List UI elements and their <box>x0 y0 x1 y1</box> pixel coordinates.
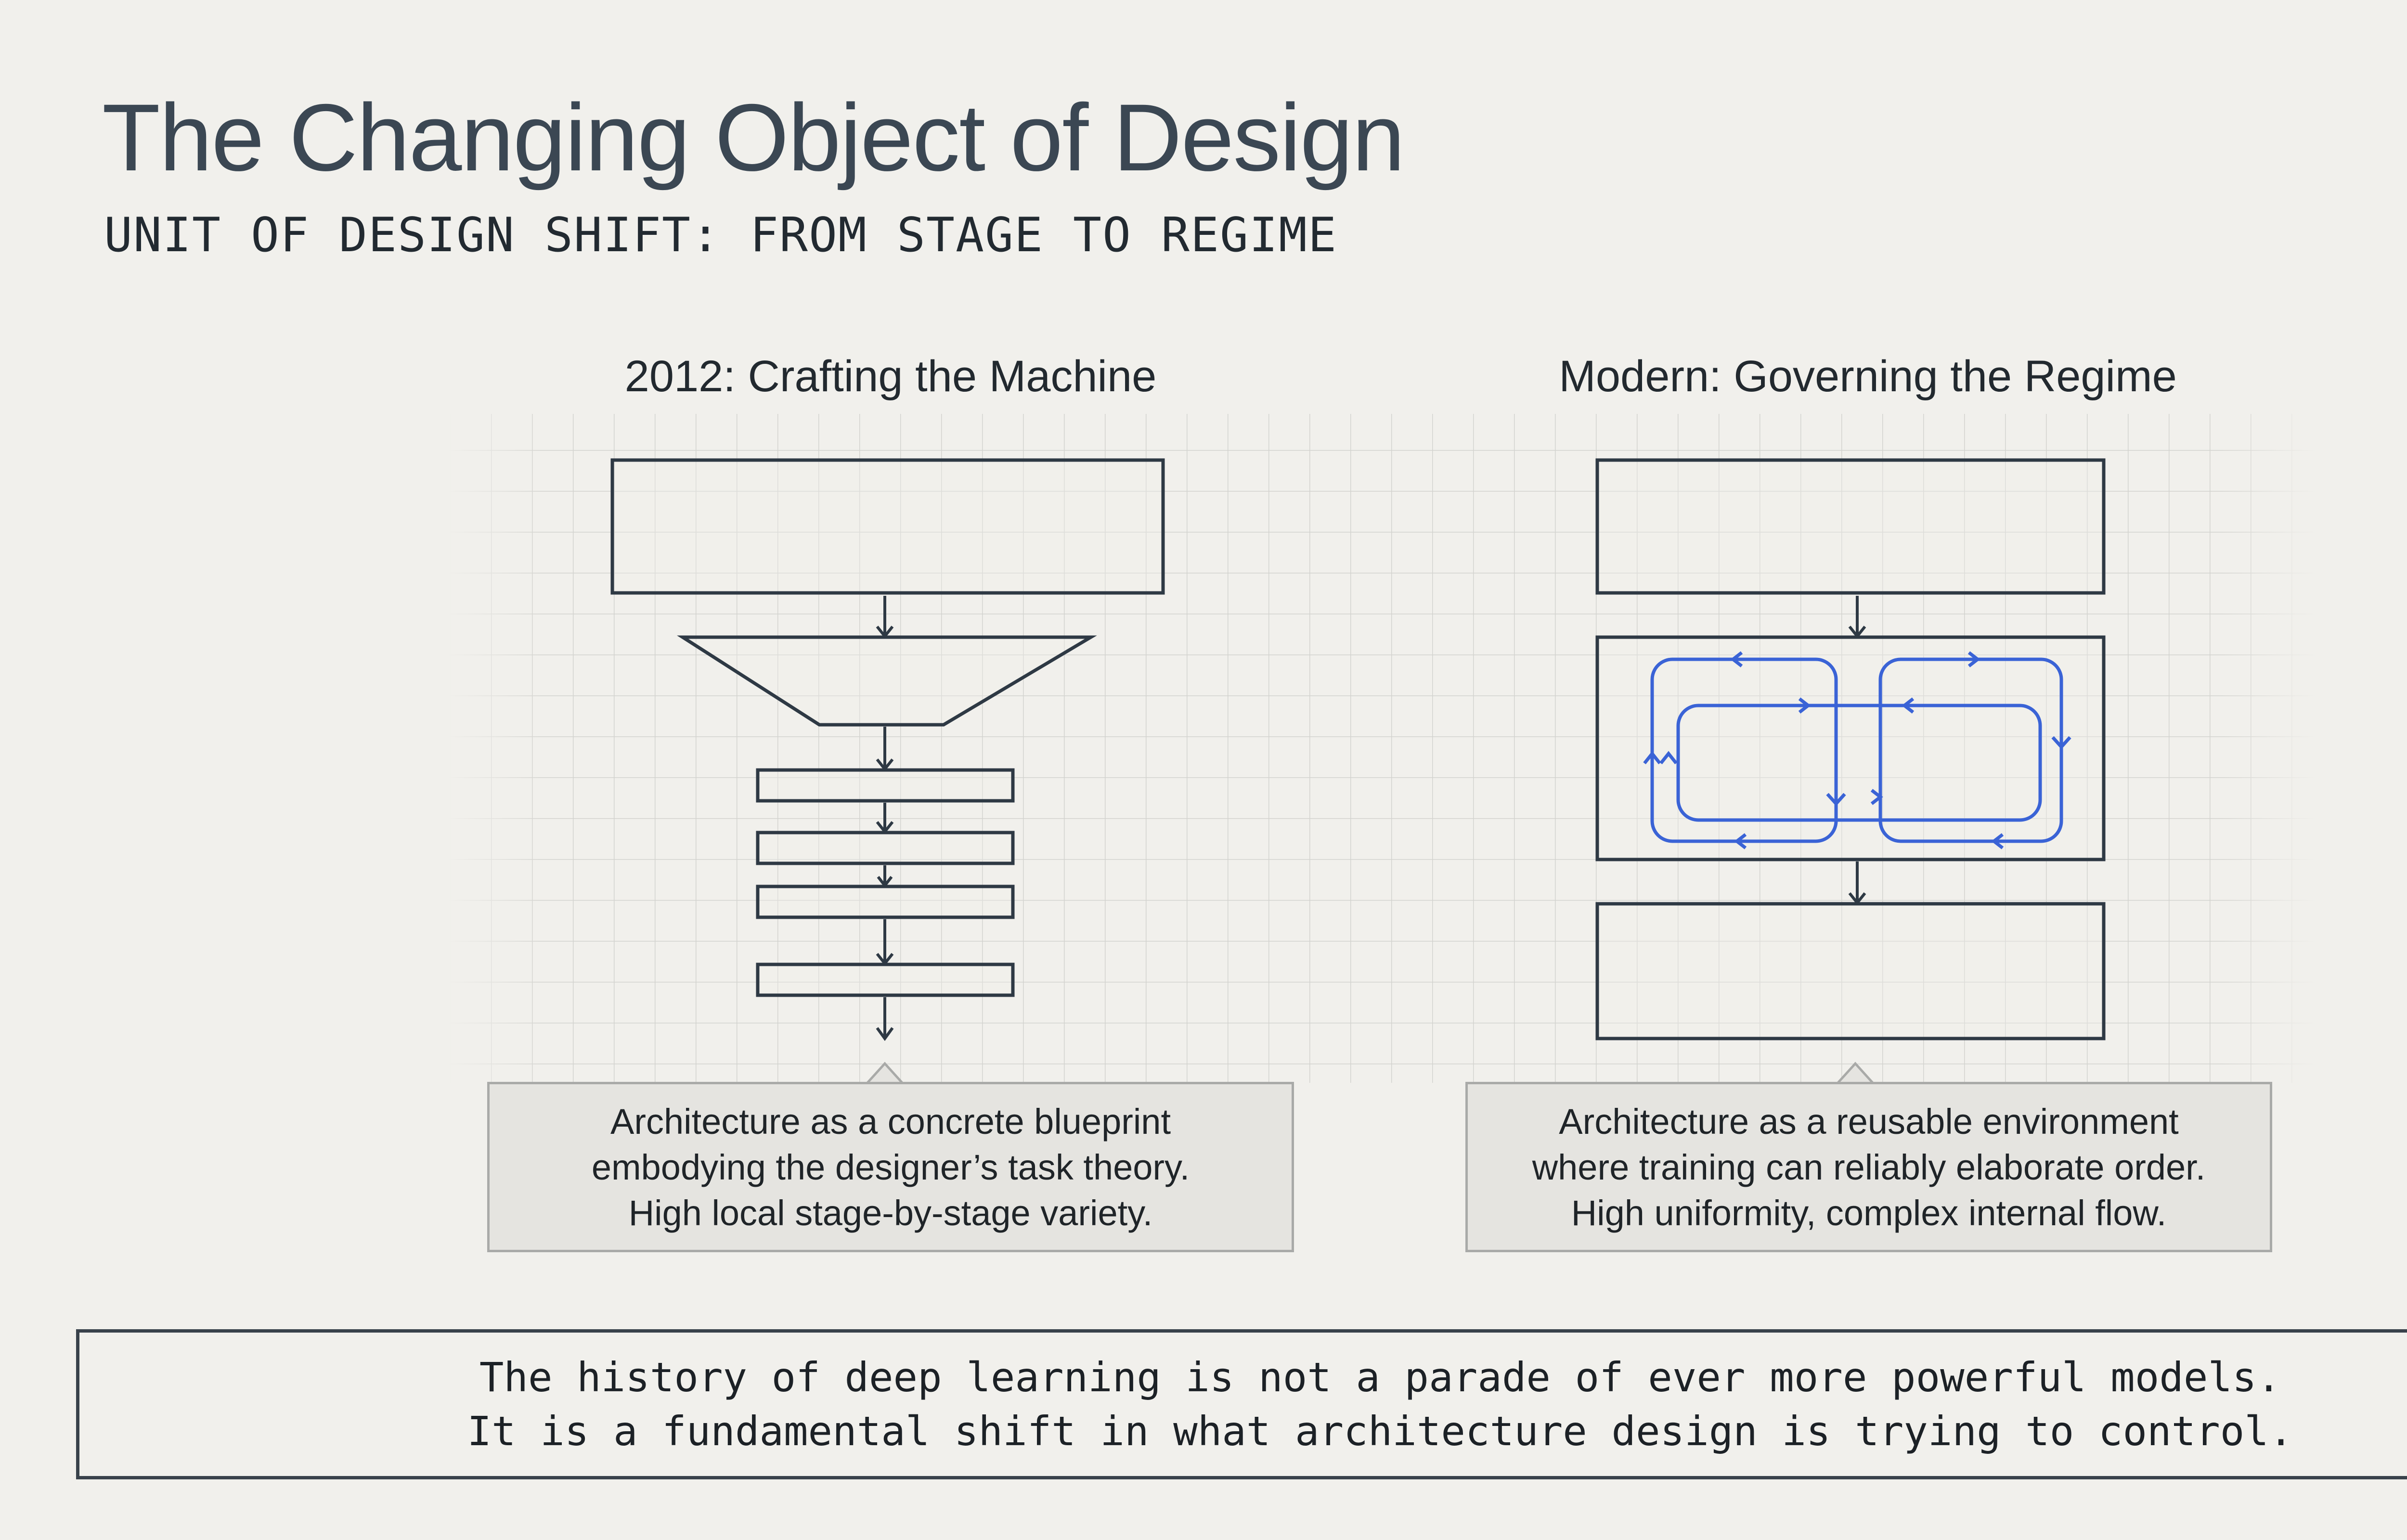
quote-line-2: It is a fundamental shift in what architecture design is trying to control. <box>467 1408 2293 1455</box>
right-caption-line-1: Architecture as a reusable environment <box>1559 1101 2179 1142</box>
left-caption-line-1: Architecture as a concrete blueprint <box>610 1101 1171 1142</box>
regime-top-block <box>1597 460 2104 593</box>
right-caption-line-2: where training can reliably elaborate order. <box>1532 1147 2206 1187</box>
right-caption-line-3: High uniformity, complex internal flow. <box>1571 1193 2167 1233</box>
slide-subtitle: UNIT OF DESIGN SHIFT: FROM STAGE TO REGIME <box>104 208 1338 263</box>
left-caption-box <box>487 1082 1294 1252</box>
right-regime <box>1597 460 2104 1039</box>
regime-bottom-block <box>1597 904 2104 1039</box>
left-caption-line-2: embodying the designer’s task theory. <box>591 1147 1190 1187</box>
pipeline-stage-2 <box>758 833 1013 863</box>
right-panel-title: Modern: Governing the Regime <box>1559 352 2177 401</box>
left-panel-title: 2012: Crafting the Machine <box>624 352 1157 401</box>
pipeline-stage-1 <box>758 770 1013 801</box>
slide-title: The Changing Object of Design <box>102 84 1404 191</box>
summary-quote-box <box>76 1329 2407 1479</box>
left-caption-line-3: High local stage-by-stage variety. <box>628 1193 1153 1233</box>
pipeline-stage-4 <box>758 964 1013 995</box>
right-caption-box <box>1465 1082 2272 1252</box>
regime-core-block <box>1597 637 2104 860</box>
quote-line-1: The history of deep learning is not a parade of ever more powerful models. <box>479 1354 2281 1401</box>
pipeline-stage-3 <box>758 886 1013 917</box>
pipeline-top-block <box>612 460 1163 593</box>
